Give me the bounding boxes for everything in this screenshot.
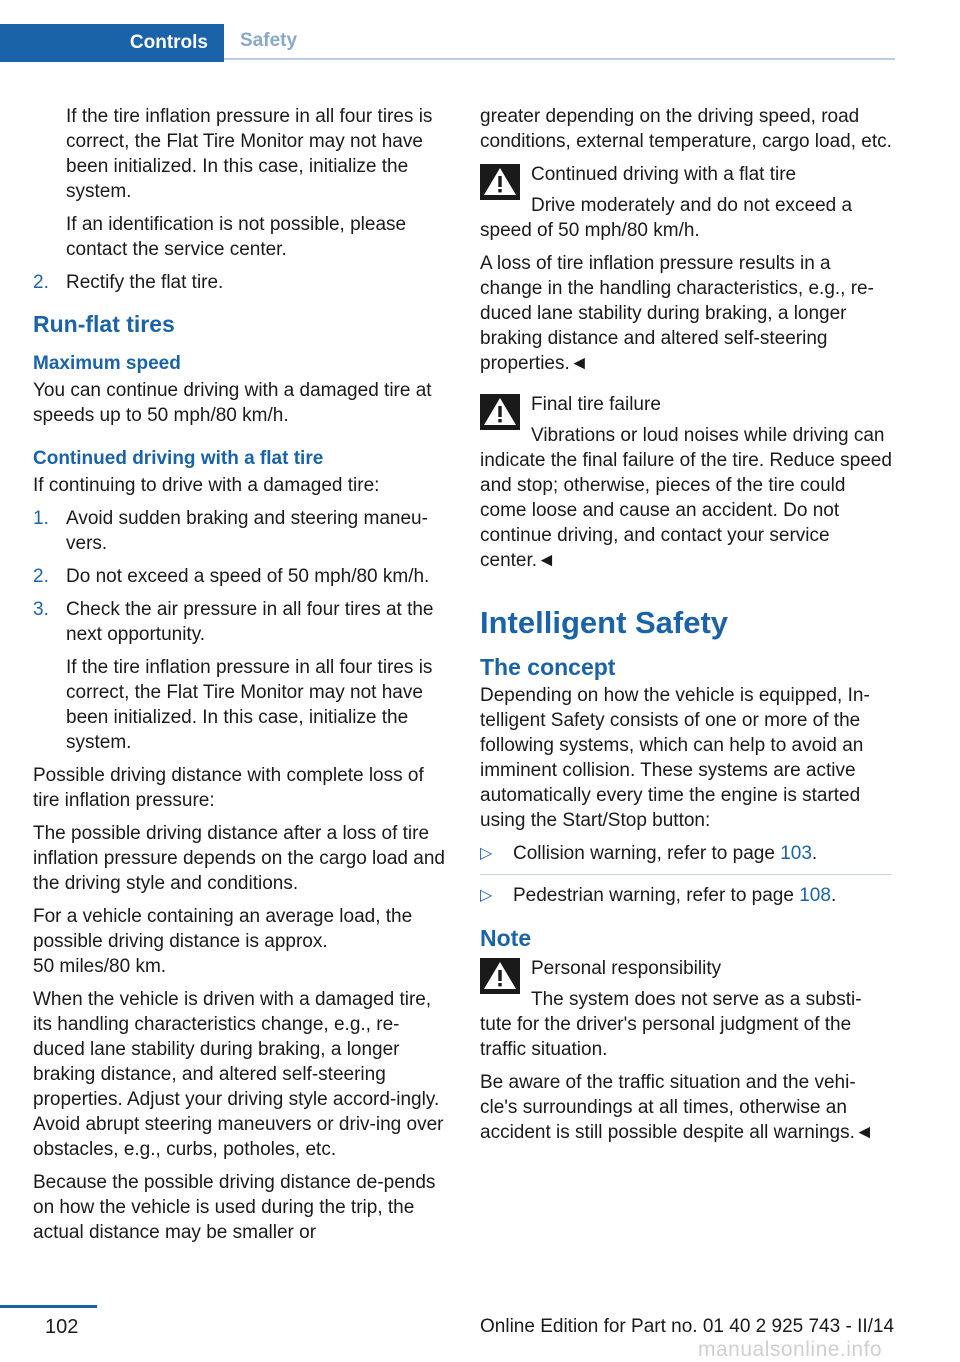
edition-text: Online Edition for Part no. 01 40 2 925 743 - II/14 [480,1316,895,1337]
paragraph: 50 miles/80 km. [33,956,167,977]
paragraph: Be aware of the traffic situation and the vehi‐cle's surroundings at all times, otherwise an accident is still possible despite all warnings.◄ [480,1072,874,1143]
warning-triangle-icon [480,164,520,200]
list-text-end: . [830,885,837,906]
list-item [33,506,448,556]
paragraph: For a vehicle containing an average load, the possible driving distance is approx. [33,906,413,952]
paragraph: A loss of tire inflation pressure results in a change in the handling characteristics, e.g., re‐duced lane stability during braking, a longer braking distance and altered self-steering properties.◄ [480,253,874,374]
list-number: 3. [33,599,49,620]
tab-safety[interactable]: Safety [224,24,895,60]
warning-text: Vibrations or loud noises while driving can indicate the final failure of the tire. Reduce speed and stop; otherwise, pieces of the tire could come loose and cause an accident. Do not continue driving, and contact your service center.◄ [480,425,892,571]
paragraph: If the tire inflation pressure in all four tires is correct, the Flat Tire Monitor may not have been initialized. In this case, initialize the system. [66,106,433,202]
warning-block [480,162,892,243]
warning-triangle-icon [480,958,520,994]
warning-title: Final tire failure [531,394,661,415]
warning-text: Drive moderately and do not exceed a speed of 50 mph/80 km/h. [480,195,853,241]
heading-note: Note [480,925,532,951]
page-number: 102 [45,1316,79,1338]
triangle-bullet-icon: ▷ [480,887,493,904]
page-link[interactable]: 108 [799,885,831,906]
paragraph: If continuing to drive with a damaged tire: [33,475,380,496]
heading-the-concept: The concept [480,654,616,680]
list-item [33,270,448,295]
list-number: 1. [33,508,49,529]
heading-intelligent-safety: Intelligent Safety [480,605,729,640]
paragraph: When the vehicle is driven with a damaged tire, its handling characteristics change, e.g., re‐duced lane stability during braking, a longer braking distance, and altered self-steering properties. Adjust your driving style accord‐ingly. Avoid abrupt steering maneuvers or driv‐ing over obstacles, e.g., curbs, potholes, etc. [33,989,444,1160]
left-column [33,104,448,1253]
list-text: Avoid sudden braking and steering maneu‐vers. [66,508,428,554]
list-item [33,564,448,589]
list-item [480,883,892,908]
list-text: Pedestrian warning, refer to page [513,885,800,906]
list-text-end: . [811,843,818,864]
footer-accent-line [0,1305,97,1308]
paragraph: Because the possible driving distance de‐pends on how the vehicle is used during the trip, the actual distance may be smaller or [33,1172,436,1243]
list-text: Rectify the flat tire. [66,272,224,293]
list-text: Collision warning, refer to page [513,843,781,864]
paragraph: Possible driving distance with complete loss of tire inflation pressure: [33,765,424,811]
heading-continued-driving: Continued driving with a flat tire [33,448,324,469]
divider [480,874,892,875]
tab-controls[interactable]: Controls [0,24,224,62]
list-item [480,841,892,866]
heading-maximum-speed: Maximum speed [33,353,181,374]
paragraph: If an identification is not possible, please contact the service center. [66,214,407,260]
list-number: 2. [33,566,49,587]
warning-triangle-icon [480,394,520,430]
paragraph: greater depending on the driving speed, road conditions, external temperature, cargo load, etc. [480,106,892,152]
page-link[interactable]: 103 [780,843,812,864]
list-number: 2. [33,272,49,293]
warning-title: Personal responsibility [531,958,722,979]
list-text: Do not exceed a speed of 50 mph/80 km/h. [66,566,430,587]
right-column [480,104,892,1153]
triangle-bullet-icon: ▷ [480,845,493,862]
list-item [33,597,448,755]
paragraph: You can continue driving with a damaged tire at speeds up to 50 mph/80 km/h. [33,380,432,426]
list-subtext: If the tire inflation pressure in all four tires is correct, the Flat Tire Monitor may not have been initialized. In this case, initialize the system. [66,657,433,753]
paragraph: The possible driving distance after a loss of tire inflation pressure depends on the cargo load and the driving style and conditions. [33,823,445,894]
paragraph: Depending on how the vehicle is equipped, In‐telligent Safety consists of one or more of the following systems, which can help to avoid an imminent collision. These systems are active automatically every time the engine is started using the Start/Stop button: [480,685,870,831]
header-tabs [0,24,895,62]
warning-block [480,956,892,1062]
warning-title: Continued driving with a flat tire [531,164,797,185]
warning-text: The system does not serve as a substi‐tute for the driver's personal judgment of the traffic situation. [480,989,862,1060]
warning-block [480,392,892,573]
watermark: manualsonline.info [698,1338,883,1361]
heading-run-flat-tires: Run-flat tires [33,311,175,337]
list-text: Check the air pressure in all four tires at the next opportunity. [66,599,434,645]
